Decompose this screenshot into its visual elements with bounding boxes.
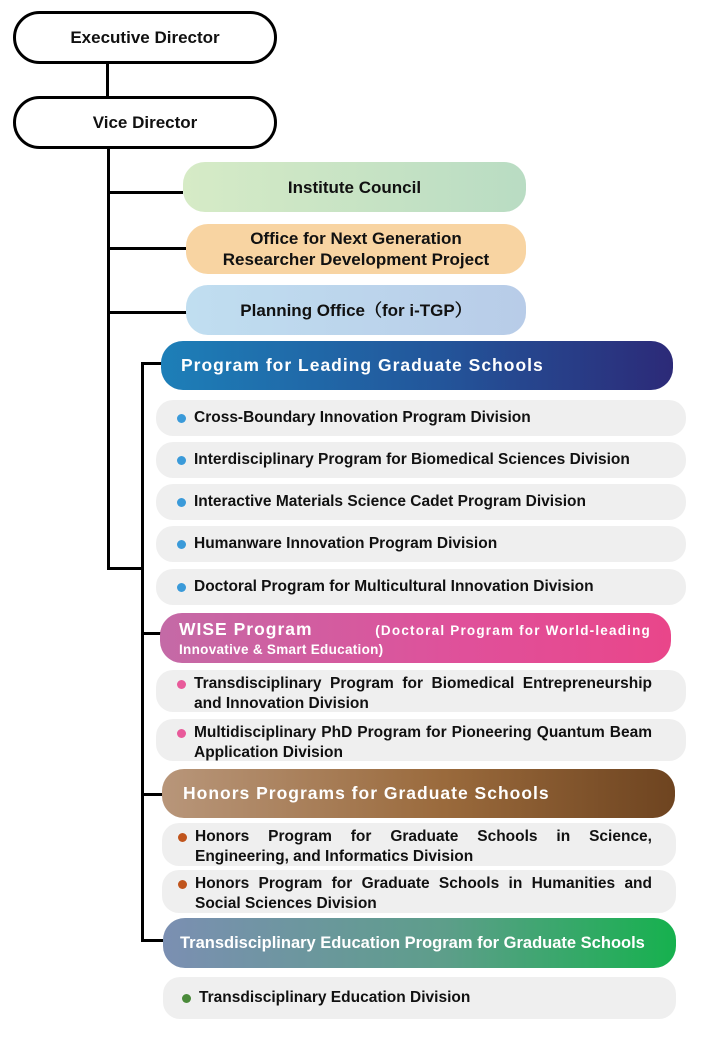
leading-item-4-label: Humanware Innovation Program Division	[194, 535, 498, 552]
wise-item-1-label: Transdisciplinary Program for Biomedical Entrepreneurship and Innovation Division	[194, 675, 652, 712]
honors-item-2-label: Honors Program for Graduate Schools in Humanities and Social Sciences Division	[195, 875, 652, 912]
bullet-icon	[178, 833, 187, 842]
wise-program-title: WISE Program	[179, 619, 313, 639]
connector-leading	[141, 362, 163, 365]
bullet-icon	[177, 414, 186, 423]
leading-program-title: Program for Leading Graduate Schools	[181, 355, 544, 375]
leading-program-header	[161, 341, 673, 390]
trans-item-1	[163, 977, 676, 1019]
leading-item-2	[156, 442, 686, 478]
leading-item-1-label: Cross-Boundary Innovation Program Division	[194, 409, 531, 426]
bullet-icon	[177, 729, 186, 738]
trans-item-1-label: Transdisciplinary Education Division	[199, 989, 471, 1006]
honors-item-2	[162, 870, 676, 913]
connector-programs-spine	[141, 362, 144, 942]
bullet-icon	[177, 540, 186, 549]
wise-program-row1	[179, 613, 651, 641]
planning-office-box	[186, 285, 526, 335]
trans-program-title: Transdisciplinary Education Program for Graduate Schools	[180, 933, 645, 952]
wise-item-2-label: Multidisciplinary PhD Program for Pioneering Quantum Beam Application Division	[194, 724, 652, 761]
honors-item-1	[162, 823, 676, 866]
wise-program-subtitle-line1: (Doctoral Program for World-leading	[375, 623, 651, 638]
leading-item-1	[156, 400, 686, 436]
next-gen-office-line2: Researcher Development Project	[222, 250, 490, 269]
executive-director-label: Executive Director	[70, 27, 220, 47]
leading-item-3-label: Interactive Materials Science Cadet Program Division	[194, 493, 586, 510]
wise-program-header	[160, 613, 671, 663]
connector-planning	[107, 311, 187, 314]
connector-trunk-to-programs	[107, 567, 143, 570]
wise-item-1	[156, 670, 686, 712]
wise-program-subtitle-line2: Innovative & Smart Education)	[179, 642, 384, 657]
institute-council-label: Institute Council	[287, 177, 422, 197]
connector-vice-trunk	[107, 148, 110, 570]
executive-director-box	[13, 11, 277, 64]
connector-honors	[141, 793, 163, 796]
bullet-icon	[177, 583, 186, 592]
next-gen-office-box	[186, 224, 526, 274]
next-gen-office-line1: Office for Next Generation	[250, 229, 462, 248]
bullet-icon	[182, 994, 191, 1003]
institute-council-box	[183, 162, 526, 212]
connector-next-gen	[107, 247, 187, 250]
honors-item-1-label: Honors Program for Graduate Schools in Science, Engineering, and Informatics Division	[195, 828, 652, 865]
vice-director-label: Vice Director	[92, 112, 198, 132]
bullet-icon	[177, 680, 186, 689]
wise-item-2	[156, 719, 686, 761]
trans-program-header	[163, 918, 676, 968]
honors-program-header	[162, 769, 675, 818]
honors-program-title: Honors Programs for Graduate Schools	[183, 783, 550, 803]
leading-item-5	[156, 569, 686, 605]
bullet-icon	[178, 880, 187, 889]
vice-director-box	[13, 96, 277, 149]
connector-trans	[141, 939, 163, 942]
leading-item-3	[156, 484, 686, 520]
planning-office-label: Planning Office（for i-TGP）	[240, 300, 472, 320]
leading-item-4	[156, 526, 686, 562]
bullet-icon	[177, 456, 186, 465]
leading-item-5-label: Doctoral Program for Multicultural Innovation Division	[194, 578, 594, 595]
connector-exec-vice	[106, 62, 109, 98]
connector-council	[107, 191, 183, 194]
leading-item-2-label: Interdisciplinary Program for Biomedical Sciences Division	[194, 451, 630, 468]
bullet-icon	[177, 498, 186, 507]
